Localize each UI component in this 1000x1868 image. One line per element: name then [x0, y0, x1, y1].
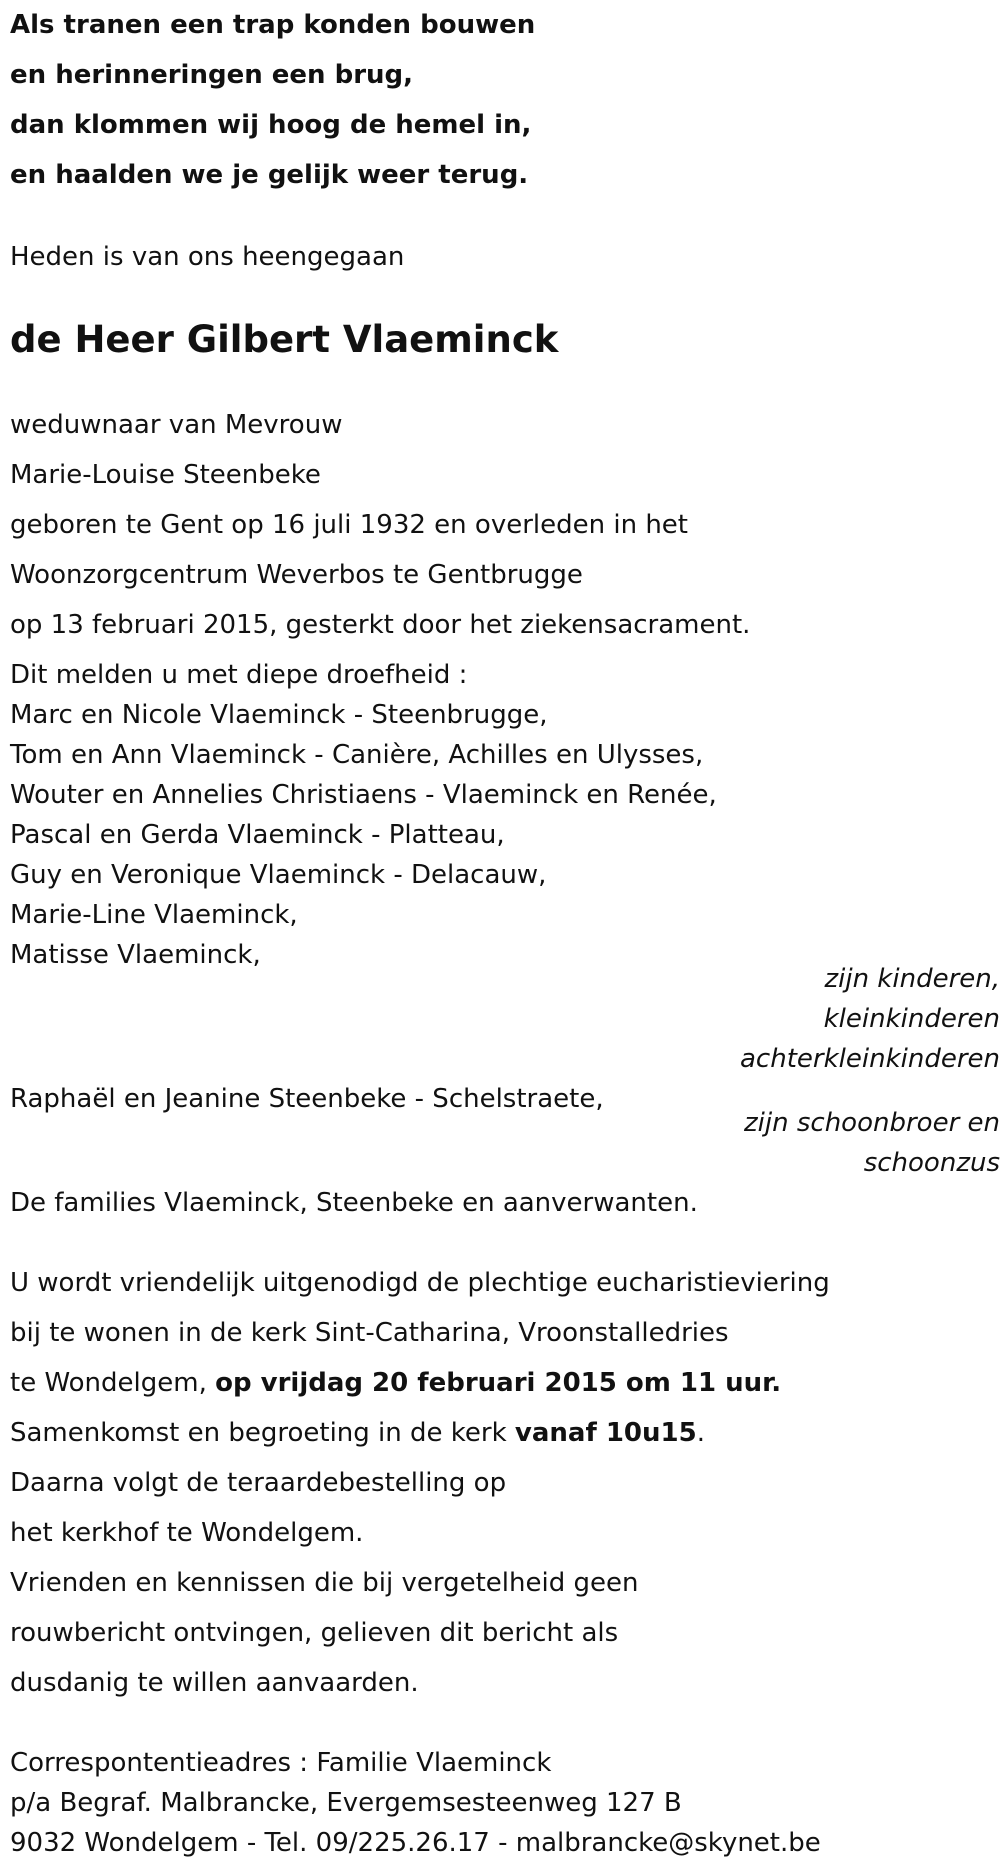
service-line: Vrienden en kennissen die bij vergetelheid geen — [10, 1568, 639, 1598]
correspondence-line: Correspontentieadres : Familie Vlaeminck — [10, 1748, 552, 1778]
poem-line: Als tranen een trap konden bouwen — [10, 10, 536, 40]
family-member: Tom en Ann Vlaeminck - Canière, Achilles en Ulysses, — [10, 740, 704, 770]
service-line: Daarna volgt de teraardebestelling op — [10, 1468, 507, 1498]
service-line — [10, 1416, 705, 1450]
correspondence-line: 9032 Wondelgem - Tel. 09/225.26.17 - malbrancke@skynet.be — [10, 1828, 821, 1858]
relation-label: achterkleinkinderen — [740, 1044, 1000, 1074]
deceased-name: de Heer Gilbert Vlaeminck — [10, 318, 559, 361]
relation-label: schoonzus — [863, 1148, 1000, 1178]
service-text: . — [696, 1418, 705, 1448]
detail-line: Marie-Louise Steenbeke — [10, 460, 321, 490]
families-text: De families Vlaeminck, Steenbeke en aanverwanten. — [10, 1188, 698, 1218]
family-member: Marie-Line Vlaeminck, — [10, 900, 298, 930]
detail-line: geboren te Gent op 16 juli 1932 en overleden in het — [10, 510, 688, 540]
correspondence-line: p/a Begraf. Malbrancke, Evergemsesteenweg 127 B — [10, 1788, 682, 1818]
poem-line: en haalden we je gelijk weer terug. — [10, 160, 529, 190]
service-line: dusdanig te willen aanvaarden. — [10, 1668, 419, 1698]
family-member: Matisse Vlaeminck, — [10, 940, 261, 970]
detail-line: Woonzorgcentrum Weverbos te Gentbrugge — [10, 560, 583, 590]
service-line: U wordt vriendelijk uitgenodigd de plechtige eucharistieviering — [10, 1268, 830, 1298]
service-line: rouwbericht ontvingen, gelieven dit bericht als — [10, 1618, 619, 1648]
intro-text: Heden is van ons heengegaan — [10, 242, 405, 272]
relation-label: zijn schoonbroer en — [744, 1108, 1000, 1138]
family-member: Raphaël en Jeanine Steenbeke - Schelstraete, — [10, 1084, 604, 1114]
family-member: Wouter en Annelies Christiaens - Vlaeminck en Renée, — [10, 780, 717, 810]
service-text: Samenkomst en begroeting in de kerk — [10, 1418, 515, 1448]
service-time: vanaf 10u15 — [514, 1418, 697, 1448]
relation-label: zijn kinderen, — [824, 964, 1000, 994]
detail-line: op 13 februari 2015, gesterkt door het ziekensacrament. — [10, 610, 751, 640]
detail-line: weduwnaar van Mevrouw — [10, 410, 343, 440]
service-date: op vrijdag 20 februari 2015 om 11 uur. — [215, 1368, 782, 1398]
announce-text: Dit melden u met diepe droefheid : — [10, 660, 468, 690]
poem-line: dan klommen wij hoog de hemel in, — [10, 110, 532, 140]
family-member: Guy en Veronique Vlaeminck - Delacauw, — [10, 860, 547, 890]
service-line — [10, 1366, 781, 1400]
poem-line: en herinneringen een brug, — [10, 60, 414, 90]
service-line: bij te wonen in de kerk Sint-Catharina, Vroonstalledries — [10, 1318, 729, 1348]
service-line: het kerkhof te Wondelgem. — [10, 1518, 364, 1548]
service-text: te Wondelgem, — [10, 1368, 216, 1398]
family-member: Pascal en Gerda Vlaeminck - Platteau, — [10, 820, 505, 850]
relation-label: kleinkinderen — [823, 1004, 1000, 1034]
family-member: Marc en Nicole Vlaeminck - Steenbrugge, — [10, 700, 548, 730]
